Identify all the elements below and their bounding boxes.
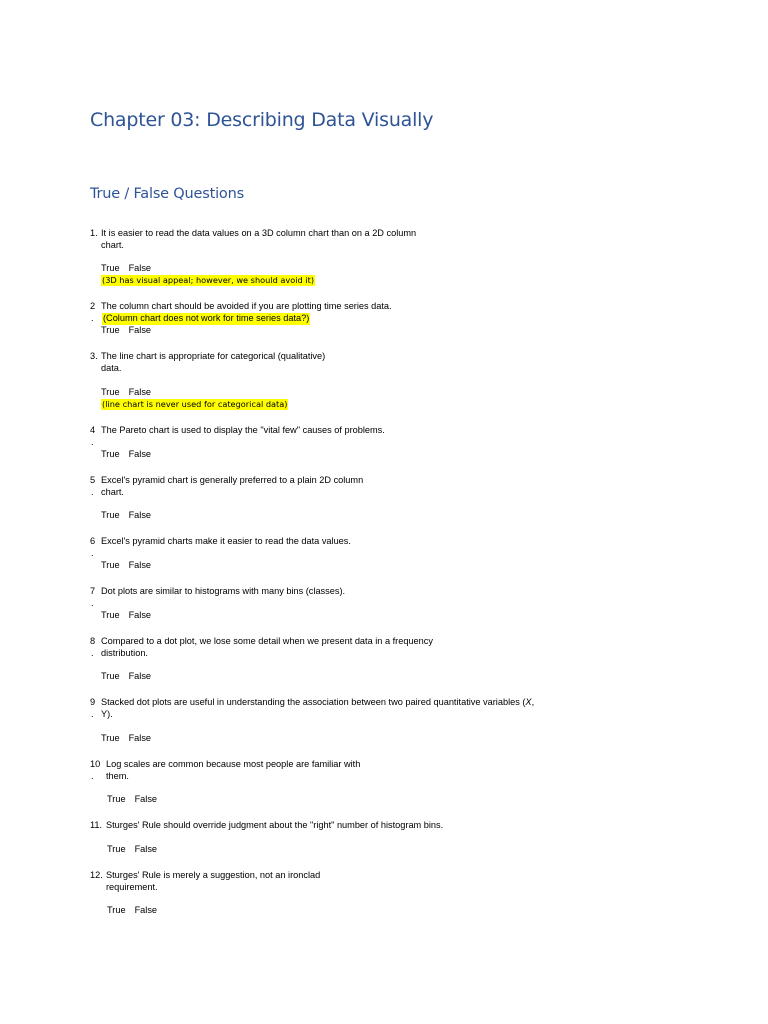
true-option[interactable]: True xyxy=(101,263,120,273)
true-false-options xyxy=(101,610,160,622)
true-false-options xyxy=(107,794,166,806)
question-number-dot: . xyxy=(91,770,94,781)
question-number: 7 xyxy=(90,586,96,596)
highlighted-note: (line chart is never used for categorical data) xyxy=(102,399,288,409)
false-option[interactable]: False xyxy=(134,844,158,854)
false-option[interactable]: False xyxy=(128,449,152,459)
true-option[interactable]: True xyxy=(101,325,120,335)
question-text: Sturges' Rule is merely a suggestion, not an ironclad xyxy=(106,870,321,880)
question-number: 11. xyxy=(90,820,103,830)
question-text: It is easier to read the data values on a 3D column chart than on a 2D column xyxy=(101,228,417,238)
section-title: True / False Questions xyxy=(90,186,244,202)
true-option[interactable]: True xyxy=(101,510,120,520)
true-false-options xyxy=(101,449,160,461)
question-text-continued: chart. xyxy=(101,486,124,497)
question-text-continued: data. xyxy=(101,362,122,373)
question-text: Log scales are common because most people are familiar with xyxy=(106,759,361,769)
true-false-options xyxy=(101,510,160,522)
question-text-continued: chart. xyxy=(101,239,124,250)
true-option[interactable]: True xyxy=(101,733,120,743)
false-option[interactable]: False xyxy=(128,263,152,273)
true-false-options xyxy=(101,560,160,572)
false-option[interactable]: False xyxy=(128,733,152,743)
question-text xyxy=(101,697,534,709)
question-number-dot: . xyxy=(91,436,94,447)
true-false-options xyxy=(101,387,160,399)
question-text-continued: Y). xyxy=(101,708,113,719)
question-text: Excel's pyramid chart is generally preferred to a plain 2D column xyxy=(101,475,364,485)
highlighted-note: (Column chart does not work for time series data?) xyxy=(103,313,310,323)
false-option[interactable]: False xyxy=(128,560,152,570)
false-option[interactable]: False xyxy=(128,387,152,397)
question-number: 2 xyxy=(90,301,96,311)
question-number-dot: . xyxy=(91,708,94,719)
question-number-dot: . xyxy=(91,547,94,558)
question-text: The line chart is appropriate for categorical (qualitative) xyxy=(101,351,326,361)
true-false-options xyxy=(107,844,166,856)
question-text: Compared to a dot plot, we lose some detail when we present data in a frequency xyxy=(101,636,433,646)
question-number-dot: . xyxy=(91,486,94,497)
question-number: 8 xyxy=(90,636,96,646)
variable-x: X xyxy=(525,697,532,707)
question-number: 12. xyxy=(90,870,103,880)
true-option[interactable]: True xyxy=(101,387,120,397)
question-text: The Pareto chart is used to display the "vital few" causes of problems. xyxy=(101,425,385,435)
question-number-dot: . xyxy=(91,597,94,608)
false-option[interactable]: False xyxy=(128,325,152,335)
question-number-dot: . xyxy=(91,312,94,323)
true-false-options xyxy=(101,263,160,275)
question-text: The column chart should be avoided if you are plotting time series data. xyxy=(101,301,392,311)
true-false-options xyxy=(107,905,166,917)
question-text-continued: requirement. xyxy=(106,881,158,892)
true-option[interactable]: True xyxy=(101,560,120,570)
true-false-options xyxy=(101,671,160,683)
question-text: Dot plots are similar to histograms with many bins (classes). xyxy=(101,586,346,596)
true-false-options xyxy=(101,325,160,337)
false-option[interactable]: False xyxy=(128,510,152,520)
chapter-title: Chapter 03: Describing Data Visually xyxy=(90,109,434,131)
true-option[interactable]: True xyxy=(107,905,126,915)
question-number: 9 xyxy=(90,697,96,707)
question-number-dot: . xyxy=(91,647,94,658)
false-option[interactable]: False xyxy=(134,794,158,804)
true-option[interactable]: True xyxy=(101,449,120,459)
true-option[interactable]: True xyxy=(101,671,120,681)
question-text-part: Stacked dot plots are useful in understanding the association between two paired quantitative variables ( xyxy=(101,697,526,707)
false-option[interactable]: False xyxy=(134,905,158,915)
question-text: Sturges' Rule should override judgment about the "right" number of histogram bins. xyxy=(106,820,444,830)
false-option[interactable]: False xyxy=(128,671,152,681)
question-number: 6 xyxy=(90,536,96,546)
true-false-options xyxy=(101,733,160,745)
question-number: 3. xyxy=(90,351,98,361)
question-number: 10 xyxy=(90,759,101,769)
question-text: Excel's pyramid charts make it easier to read the data values. xyxy=(101,536,351,546)
true-option[interactable]: True xyxy=(101,610,120,620)
highlighted-note: (3D has visual appeal; however, we should avoid it) xyxy=(102,275,315,285)
true-option[interactable]: True xyxy=(107,844,126,854)
question-text-continued: them. xyxy=(106,770,129,781)
false-option[interactable]: False xyxy=(128,610,152,620)
true-option[interactable]: True xyxy=(107,794,126,804)
question-number: 4 xyxy=(90,425,96,435)
question-text-continued: distribution. xyxy=(101,647,148,658)
question-number: 1. xyxy=(90,228,98,238)
question-number: 5 xyxy=(90,475,96,485)
question-text-part: , xyxy=(531,697,535,707)
